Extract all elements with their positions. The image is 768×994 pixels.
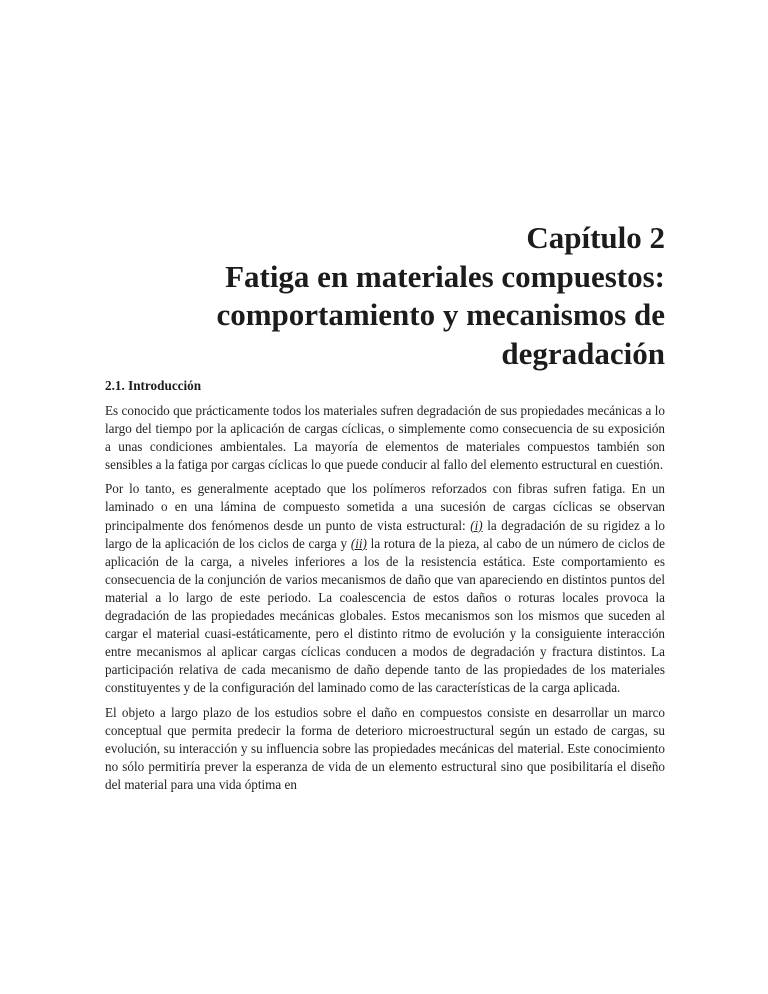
paragraph-2 xyxy=(105,480,665,697)
body-text xyxy=(105,402,665,800)
chapter-number: Capítulo 2 xyxy=(526,220,665,255)
enumeration-ii: (ii) xyxy=(350,535,367,551)
enumeration-i: (i) xyxy=(470,517,483,533)
chapter-title-line-1: Fatiga en materiales compuestos: xyxy=(225,258,665,294)
chapter-title xyxy=(105,219,665,373)
document-page xyxy=(105,0,665,994)
paragraph-1: Es conocido que prácticamente todos los materiales sufren degradación de sus propiedades mecánicas a lo largo del tiempo por la aplicación de cargas cíclicas, o simplemente como consecuencia de su exposición a unas condiciones ambientales. La mayoría de elementos de materiales compuestos también son sensibles a la fatiga por cargas cíclicas lo que puede conducir al fallo del elemento estructural en cuestión. xyxy=(105,403,665,473)
paragraph-3: El objeto a largo plazo de los estudios sobre el daño en compuestos consiste en desarrollar un marco conceptual que permita predecir la forma de deterioro microestructural según un estado de cargas, su evolución, su interacción y su influencia sobre las propiedades mecánicas del material. Este conocimiento no sólo permitiría prever la esperanza de vida de un elemento estructural sino que posibilitaría el diseño del material para una vida óptima en xyxy=(105,704,665,792)
paragraph-2-part-a: Por lo tanto, es generalmente aceptado que los polímeros reforzados con fibras sufren fatiga. En un laminado o en una lámina de compuesto sometida a una sucesión de cargas cíclicas se observan principalmente dos fenómenos desde un punto de vista estructural: xyxy=(105,481,665,533)
paragraph-2-part-b: la degradación de su rigidez a lo largo de la aplicación de los ciclos de carga y xyxy=(105,517,665,551)
paragraph-2-part-c: la rotura de la pieza, al cabo de un número de ciclos de aplicación de la carga, a niveles inferiores a los de la resistencia estática. Este comportamiento es consecuencia de la conjunción de varios mecanismos de daño que van apareciendo en distintos puntos del material a lo largo de este periodo. La coalescencia de estos daños o roturas locales provoca la degradación de las propiedades mecánicas globales. Estos mecanismos son los mismos que suceden al cargar el material cuasi-estáticamente, pero el distinto ritmo de evolución y la consiguiente interacción entre mecanismos al aplicar cargas cíclicas conducen a modos de degradación y fractura distintos. La participación relativa de cada mecanismo de daño depende tanto de las propiedades de los materiales constituyentes y de la configuración del laminado como de las características de la carga aplicada. xyxy=(105,535,665,696)
section-heading: 2.1. Introducción xyxy=(105,378,202,393)
chapter-title-line-2: comportamiento y mecanismos de xyxy=(216,297,665,332)
chapter-title-line-3: degradación xyxy=(501,335,665,371)
